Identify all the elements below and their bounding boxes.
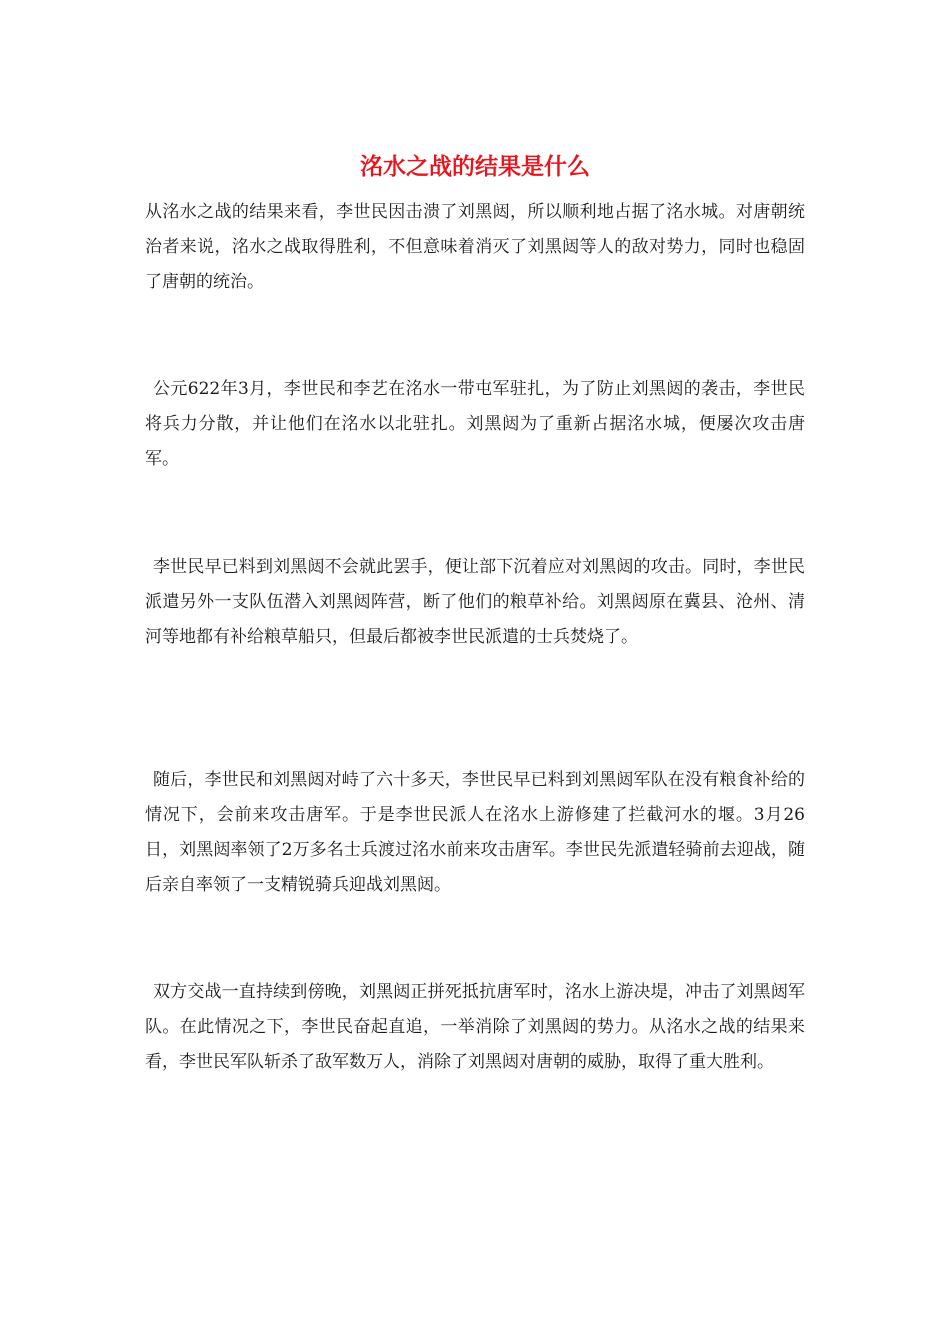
document-title: 洺水之战的结果是什么 [360,153,590,180]
paragraph-2: 公元622年3月，李世民和李艺在洺水一带屯军驻扎，为了防止刘黑闼的袭击，李世民将兵力分散，并让他们在洺水以北驻扎。刘黑闼为了重新占据洺水城，便屡次攻击唐军。 [145,379,805,469]
paragraph-5: 双方交战一直持续到傍晚，刘黑闼正拼死抵抗唐军时，洺水上游决堤，冲击了刘黑闼军队。在此情况之下，李世民奋起直追，一举消除了刘黑闼的势力。从洺水之战的结果来看，李世民军队斩杀了敌军数万人，消除了刘黑闼对唐朝的威胁，取得了重大胜利。 [145,982,805,1072]
paragraph-4: 随后，李世民和刘黑闼对峙了六十多天，李世民早已料到刘黑闼军队在没有粮食补给的情况下，会前来攻击唐军。于是李世民派人在洺水上游修建了拦截河水的堰。3月26日，刘黑闼率领了2万多名士兵渡过洺水前来攻击唐军。李世民先派遣轻骑前去迎战，随后亲自率领了一支精锐骑兵迎战刘黑闼。 [145,770,805,895]
paragraph-1: 从洺水之战的结果来看，李世民因击溃了刘黑闼，所以顺利地占据了洺水城。对唐朝统治者来说，洺水之战取得胜利，不但意味着消灭了刘黑闼等人的敌对势力，同时也稳固了唐朝的统治。 [145,202,805,292]
paragraph-3: 李世民早已料到刘黑闼不会就此罢手，便让部下沉着应对刘黑闼的攻击。同时，李世民派遣另外一支队伍潜入刘黑闼阵营，断了他们的粮草补给。刘黑闼原在冀县、沧州、清河等地都有补给粮草船只，但最后都被李世民派遣的士兵焚烧了。 [145,557,805,647]
